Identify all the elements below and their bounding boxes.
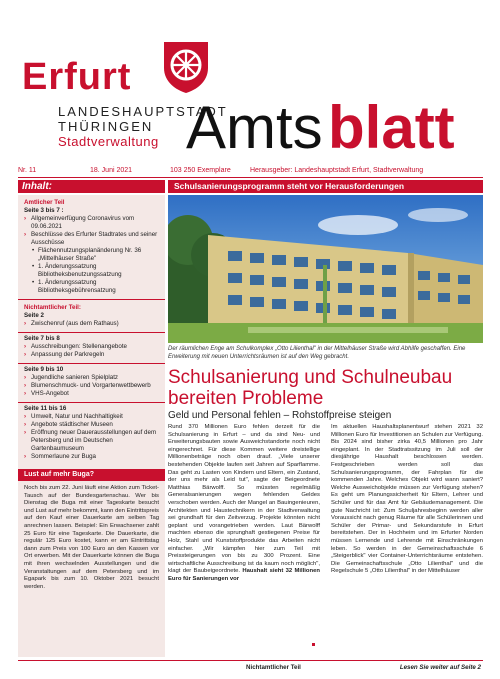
page-range: Seite 9 bis 10	[24, 366, 64, 373]
brand-line-1: LANDESHAUPTSTADT	[58, 104, 228, 119]
contents-sidebar	[18, 195, 165, 657]
issue-number: Nr. 11	[18, 167, 37, 174]
masthead-title-part1: Amts	[186, 94, 323, 161]
issue-publisher: Herausgeber: Landeshauptstadt Erfurt, Stadtverwaltung	[250, 167, 424, 174]
contents-subitem[interactable]: • 1. Änderungssatzung Bibliotheksbenutzungssatzung	[24, 263, 159, 279]
headline-bar: Schulsanierungsprogramm steht vor Herausforderungen	[168, 180, 483, 193]
divider	[18, 363, 165, 364]
contents-item[interactable]: › Beschlüsse des Erfurter Stadtrates und seiner Ausschüsse	[24, 231, 159, 247]
article-subtitle: Geld und Personal fehlen – Rohstoffpreise steigen	[168, 410, 392, 421]
contents-item[interactable]: › Eröffnung neuer Dauerausstellungen auf dem Petersberg und im Deutschen Gartenbaumuseum	[24, 429, 159, 453]
contents-subitem[interactable]: • 1. Änderungssatzung Bibliotheksgebührensatzung	[24, 279, 159, 295]
school-building-image	[168, 195, 483, 343]
section-title: Nichtamtlicher Teil:	[24, 304, 81, 311]
sidebar-section-amtlich	[18, 199, 165, 295]
divider	[18, 177, 483, 178]
contents-item[interactable]: › Umwelt, Natur und Nachhaltigkeit	[24, 413, 159, 421]
issue-copies: 103 250 Exemplare	[170, 167, 231, 174]
article-body-text: Im aktuellen Haushaltsplanentwurf stehen 2021 32 Millionen Euro für Investitionen an Schulen zur Verfügung. Bis 2024 sind bisher zirka 40,5 Millionen pro Jahr eingeplant. In der Stadtratssitzung im Juli soll der diesjährige Haushalt beschlossen werden. Festgeschrieben werden soll das Schulsanierungsprogramm, der Fahrplan für die kommenden Jahre. Welches Objekt wird wann saniert? Welche Ausweichobjekte müssen zur Verfügung stehen? Es geht um Planungssicherheit für Eltern, Lehrer und Schüler und für das Amt für Gebäudemanagement. Die gute Nachricht ist: Zum Schuljahresbeginn werden aller Voraussicht nach genug Räume für alle Schülerinnen und Schüler der Primar- und Sekundarstufe in Erfurt bereitstehen. Der in Hochheim und im Erfurter Norden müssen Lernende und Lehrende mit Einschränkungen leben. So werden in der Gemeinschaftsschule 6 „Steigerblick" vier Container-Unterrichtsräume entstehen. Die Gemeinschaftsschule „Otto Lilienthal" und die Regelschule 5 „Otto Lilienthal" in der Mittelhäuser	[331, 424, 483, 575]
article-column-1	[168, 424, 320, 583]
article-column-2	[331, 424, 483, 576]
contents-item[interactable]: › Jugendliche sanieren Spielplatz	[24, 374, 159, 382]
brand-city-name: Erfurt	[22, 56, 132, 98]
page-range: Seite 7 bis 8	[24, 335, 60, 342]
page-range: Seite 3 bis 7 :	[24, 207, 64, 214]
contents-label: Inhalt:	[18, 180, 165, 193]
erfurt-wheel-crest-icon	[160, 38, 212, 94]
brand-line-2: THÜRINGEN	[58, 119, 154, 134]
photo-caption: Der räumlichen Enge am Schulkomplex „Otto Lilienthal" in der Mittelhäuser Straße wird Abhilfe geschaffen. Eine Erweiterung mit neuen Unterrichtsräumen ist auf den Weg gebracht.	[168, 346, 466, 360]
contents-subitem[interactable]: • Flächennutzungsplanänderung Nr. 36 „Mittelhäuser Straße"	[24, 247, 159, 263]
issue-date: 18. Juni 2021	[90, 167, 133, 174]
school-building-photo	[168, 195, 483, 343]
page-footer	[18, 660, 483, 672]
sidebar-section-seite9	[18, 366, 165, 398]
masthead-header	[0, 0, 500, 160]
article-title: Schulsanierung und Schulneubau bereiten Probleme	[168, 367, 453, 409]
masthead-title-part2: blatt	[328, 94, 455, 161]
divider	[18, 299, 165, 300]
page-range: Seite 2	[24, 312, 44, 319]
contents-item[interactable]: › Ausschreibungen: Stellenangebote	[24, 343, 159, 351]
contents-item[interactable]: › Blumenschmuck- und Vorgartenwettbewerb	[24, 382, 159, 390]
contents-item[interactable]: › VHS-Angebot	[24, 390, 159, 398]
divider	[18, 332, 165, 333]
page-range: Seite 11 bis 16	[24, 405, 67, 412]
article-subheading: Haushalt sieht 32 Millionen Euro für Sanierungen vor	[168, 568, 320, 582]
article-body-text: Rund 370 Millionen Euro fehlen derzeit für die Schulsanierung in Erfurt – und da sind Neu- und Erweiterungsbauten sowie Ausweichstandorte noch nicht eingerechnet. Für diese Kommen weitere dreistellige Millionenbeträge noch oben drauf. „Viele unserer bestehenden Objekte laufen seit Jahren auf Sparflamme. Das geht zu Lasten von Kindern und Eltern, ein Zustand, der uns mehr als Leid tut", sagte der Beigeordnete Matthias Bärwolff. So müssten regelmäßig Generalsanierungen wegen fehlenden Geldes verschoben werden. Auch der Mangel an Bauingenieuren, Architekten und Haustechnikern in der Stadtverwaltung sei grundhaft für den Zeitverzug. Projekte könnten nicht geplant und vorangetrieben werden. Laut Bärwolff machten ebenso die sprunghaft gestiegenen Preise für Holz, Stahl und Kunststoffprodukte das Arbeiten nicht einfacher. „Wir kämpfen hier zum Teil mit Preissteigerungen von bis zu 300 Prozent. Eine wirtschaftliche Ausschreibung ist da kaum noch möglich", klagt der Baubeigeordnete.	[168, 424, 320, 575]
issue-info-bar	[18, 165, 483, 177]
brand-line-3: Stadtverwaltung	[58, 134, 159, 149]
footer-continue-link[interactable]: Lesen Sie weiter auf Seite 2	[399, 664, 481, 671]
contents-item[interactable]: › Anpassung der Parkregeln	[24, 351, 159, 359]
sidebar-section-nichtamtlich	[18, 304, 165, 328]
contents-item[interactable]: › Sommerlaune zur Buga	[24, 453, 159, 461]
section-title: Amtlicher Teil	[24, 199, 65, 206]
buga-box-heading: Lust auf mehr Buga?	[18, 469, 165, 481]
sidebar-section-seite11	[18, 405, 165, 461]
continuation-marker	[312, 643, 315, 646]
footer-section-label: Nichtamtlicher Teil	[246, 664, 301, 671]
divider	[18, 402, 165, 403]
sidebar-section-seite7	[18, 335, 165, 359]
buga-box-text: Noch bis zum 22. Juni läuft eine Aktion zum Ticket-Tausch auf der Bundesgartenschau. Wer bis Dienstag die Buga mit einer Tageskarte besucht und Lust auf mehr bekommt, kann den Eintrittspreis auf den Kauf einer Dauerkarte am selben Tag anrechnen lassen. Beispiel: Ein Erwachsener zahlt 25 Euro für eine Tageskarte. Die Dauerkarte, die regulär 125 Euro kostet, kann er am Eintrittstag dann zum Preis von 100 Euro an den Kassen vor Ort erwerben. Mit der Dauerkarte können die Buga mit ihren wechselnden Ausstellungen und die Veranstaltungen auf dem Petersberg und im Egapark bis zum 10. Oktober 2021 besucht werden.	[24, 485, 159, 590]
contents-item[interactable]: › Angebote städtischer Museen	[24, 421, 159, 429]
contents-item[interactable]: › Allgemeinverfügung Coronavirus vom 09.06.2021	[24, 215, 159, 231]
contents-item[interactable]: › Zwischenruf (aus dem Rathaus)	[24, 320, 159, 328]
